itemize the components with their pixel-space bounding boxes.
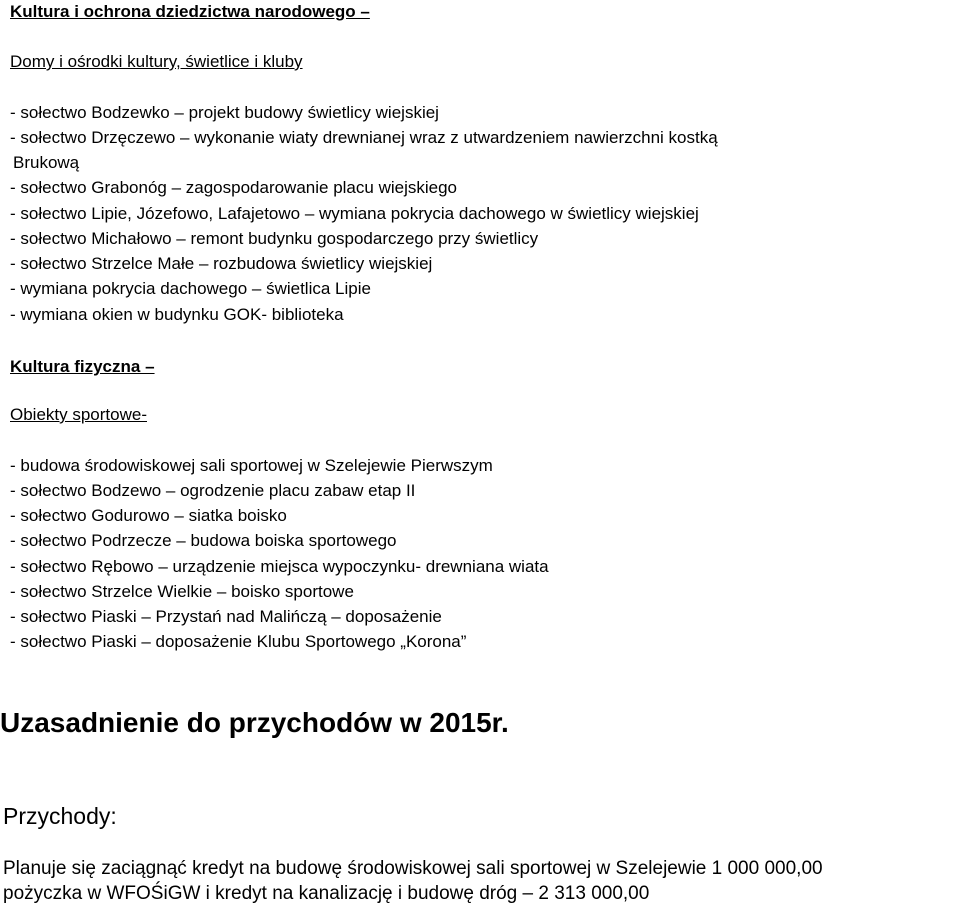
subsection-heading-sports-facilities: Obiekty sportowe- <box>10 405 147 424</box>
list-item-continuation: Brukową <box>13 153 80 172</box>
revenue-line: Planuje się zaciągnąć kredyt na budowę środowiskowej sali sportowej w Szelejewie 1 000 000,00 <box>3 858 823 879</box>
list-item: - sołectwo Rębowo – urządzenie miejsca wypoczynku- drewniana wiata <box>10 557 549 576</box>
list-item: - sołectwo Bodzewo – ogrodzenie placu zabaw etap II <box>10 481 416 500</box>
list-item: - sołectwo Drzęczewo – wykonanie wiaty drewnianej wraz z utwardzeniem nawierzchni kostką <box>10 128 718 147</box>
list-item: - budowa środowiskowej sali sportowej w Szelejewie Pierwszym <box>10 456 493 475</box>
list-item: - sołectwo Michałowo – remont budynku gospodarczego przy świetlicy <box>10 229 539 248</box>
list-item: - wymiana okien w budynku GOK- biblioteka <box>10 305 344 324</box>
revenue-line: pożyczka w WFOŚiGW i kredyt na kanalizację i budowę dróg – 2 313 000,00 <box>3 883 650 904</box>
list-item: - sołectwo Grabonóg – zagospodarowanie placu wiejskiego <box>10 178 457 197</box>
list-item: - sołectwo Strzelce Wielkie – boisko sportowe <box>10 582 354 601</box>
list-item: - sołectwo Piaski – doposażenie Klubu Sportowego „Korona” <box>10 632 467 651</box>
list-item: - sołectwo Piaski – Przystań nad Malińczą – doposażenie <box>10 607 442 626</box>
section-heading-physical-culture: Kultura fizyczna – <box>10 357 155 376</box>
list-item: - sołectwo Bodzewko – projekt budowy świetlicy wiejskiej <box>10 103 439 122</box>
section-heading-culture: Kultura i ochrona dziedzictwa narodowego – <box>10 2 370 21</box>
list-item: - wymiana pokrycia dachowego – świetlica Lipie <box>10 279 371 298</box>
subsection-heading-culture-houses: Domy i ośrodki kultury, świetlice i kluby <box>10 52 303 71</box>
list-item: - sołectwo Lipie, Józefowo, Lafajetowo – wymiana pokrycia dachowego w świetlicy wiejskiej <box>10 204 699 223</box>
justification-title: Uzasadnienie do przychodów w 2015r. <box>0 707 509 738</box>
revenue-title: Przychody: <box>3 803 117 829</box>
list-item: - sołectwo Podrzecze – budowa boiska sportowego <box>10 531 397 550</box>
list-item: - sołectwo Godurowo – siatka boisko <box>10 506 287 525</box>
list-item: - sołectwo Strzelce Małe – rozbudowa świetlicy wiejskiej <box>10 254 433 273</box>
